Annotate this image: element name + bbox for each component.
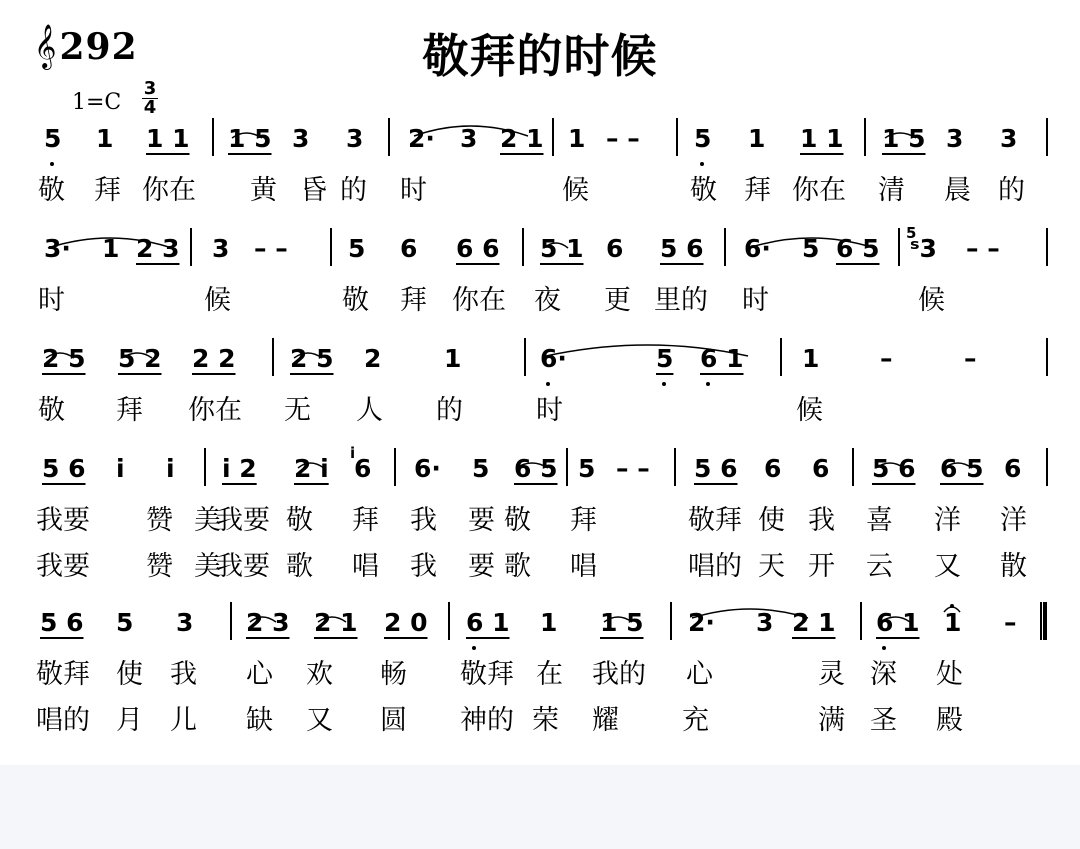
lyric-1-8: 候 xyxy=(562,175,589,206)
note-3-12: – xyxy=(964,344,977,373)
note-2-1: 3· xyxy=(44,234,71,263)
lyric-4-12: 使 xyxy=(758,505,785,536)
lyric-4-16: 洋 xyxy=(1000,505,1027,536)
lyric-1-13: 晨 xyxy=(944,175,971,206)
final-barline xyxy=(1040,602,1047,640)
lyric-1-10: 拜 xyxy=(744,175,771,206)
barline xyxy=(676,118,678,156)
lyric-5-13: 开 xyxy=(808,551,835,582)
lyric-3-8: 候 xyxy=(796,395,823,426)
lyric-2-7: 更 xyxy=(604,285,631,316)
treble-clef-icon: 𝄞 xyxy=(34,24,58,68)
low-octave-dot xyxy=(546,382,550,386)
note-4-17: 6 xyxy=(1004,454,1022,483)
note-2-9: 5 1 xyxy=(540,234,584,263)
barline xyxy=(780,338,782,376)
note-5-3: 3 xyxy=(176,608,194,637)
lyric-3-4: 无 xyxy=(284,395,311,426)
note-4-14: 6 xyxy=(812,454,830,483)
barline xyxy=(522,228,524,266)
note-1-13: 1 xyxy=(748,124,766,153)
lyric-5-8: 要 xyxy=(468,551,495,582)
lyric-1-3: 你在 xyxy=(142,175,196,206)
note-1-12: 5 xyxy=(694,124,712,153)
note-1-16: 3 xyxy=(946,124,964,153)
note-1-11: – – xyxy=(606,124,640,153)
note-3-7: 6· xyxy=(540,344,567,373)
hymn-number: 𝄞292 xyxy=(34,24,138,68)
lyric-6-6: 畅 xyxy=(380,659,407,690)
lyric-1-14: 的 xyxy=(998,175,1025,206)
lyric-5-4: 我要 xyxy=(216,551,270,582)
lyric-4-14: 喜 xyxy=(866,505,893,536)
lyric-3-3: 你在 xyxy=(188,395,242,426)
note-4-10: 5 xyxy=(578,454,596,483)
note-2-14: 6 5 xyxy=(836,234,880,263)
note-2-8: 6 6 xyxy=(456,234,500,263)
lyric-5-9: 歌 xyxy=(504,551,531,582)
lyric-7-7: 神的 xyxy=(460,705,514,736)
lyric-3-5: 人 xyxy=(356,395,383,426)
lyric-5-1: 我要 xyxy=(36,551,90,582)
barline xyxy=(852,448,854,486)
note-4-6: 6 xyxy=(354,454,372,483)
note-3-2: 5 2 xyxy=(118,344,162,373)
low-octave-dot xyxy=(882,646,886,650)
note-5-15: – xyxy=(1004,608,1017,637)
barline xyxy=(524,338,526,376)
lyric-5-10: 唱 xyxy=(570,551,597,582)
lyric-4-4: 我要 xyxy=(216,505,270,536)
lyric-4-15: 洋 xyxy=(934,505,961,536)
note-1-17: 3 xyxy=(1000,124,1018,153)
lyric-2-1: 时 xyxy=(38,285,65,316)
grace-note: 5 xyxy=(906,224,917,242)
lyric-5-11: 唱的 xyxy=(688,551,742,582)
note-1-6: 3 xyxy=(346,124,364,153)
lyric-6-4: 心 xyxy=(246,659,273,690)
lyric-4-13: 我 xyxy=(808,505,835,536)
note-2-15: ˢ3 xyxy=(910,234,937,263)
note-4-15: 5 6 xyxy=(872,454,916,483)
barline xyxy=(212,118,214,156)
note-4-9: 6 5 xyxy=(514,454,558,483)
lyric-1-4: 黄 xyxy=(250,175,277,206)
barline xyxy=(1046,448,1048,486)
lyric-4-1: 我要 xyxy=(36,505,90,536)
lyric-4-10: 拜 xyxy=(570,505,597,536)
lyric-7-10: 充 xyxy=(682,705,709,736)
lyric-6-11: 灵 xyxy=(818,659,845,690)
lyric-1-6: 的 xyxy=(340,175,367,206)
lyric-7-5: 又 xyxy=(306,705,333,736)
lyric-6-3: 我 xyxy=(170,659,197,690)
lyric-1-7: 时 xyxy=(400,175,427,206)
barline xyxy=(1046,338,1048,376)
barline xyxy=(190,228,192,266)
barline xyxy=(670,602,672,640)
lyric-4-5: 敬 xyxy=(286,505,313,536)
lyric-6-13: 处 xyxy=(936,659,963,690)
note-5-12: 2 1 xyxy=(792,608,836,637)
low-octave-dot xyxy=(662,382,666,386)
note-5-1: 5 6 xyxy=(40,608,84,637)
time-signature: 3 4 xyxy=(143,78,157,118)
note-4-3: i xyxy=(166,454,175,483)
barline xyxy=(230,602,232,640)
note-2-4: 3 xyxy=(212,234,230,263)
note-4-13: 6 xyxy=(764,454,782,483)
note-4-1: 5 6 xyxy=(42,454,86,483)
note-3-8: 5 xyxy=(656,344,674,373)
lyric-5-16: 散 xyxy=(1000,551,1027,582)
lyric-2-9: 时 xyxy=(742,285,769,316)
lyric-5-2: 赞 xyxy=(146,551,173,582)
low-octave-dot xyxy=(50,162,54,166)
lyric-7-8: 荣 xyxy=(532,705,559,736)
barline xyxy=(394,448,396,486)
lyric-5-5: 歌 xyxy=(286,551,313,582)
note-1-8: 3 xyxy=(460,124,478,153)
note-2-7: 6 xyxy=(400,234,418,263)
lyric-5-12: 天 xyxy=(758,551,785,582)
note-4-11: – – xyxy=(616,454,650,483)
lyric-6-5: 欢 xyxy=(306,659,333,690)
note-1-2: 1 xyxy=(96,124,114,153)
note-4-8: 5 xyxy=(472,454,490,483)
lyric-5-3: 美 xyxy=(194,551,221,582)
lyric-1-9: 敬 xyxy=(690,175,717,206)
note-1-5: 3 xyxy=(292,124,310,153)
barline xyxy=(272,338,274,376)
lyric-6-7: 敬拜 xyxy=(460,659,514,690)
lyric-4-3: 美 xyxy=(194,505,221,536)
lyric-1-2: 拜 xyxy=(94,175,121,206)
note-2-13: 5 xyxy=(802,234,820,263)
note-5-5: 2 1 xyxy=(314,608,358,637)
lyric-7-13: 殿 xyxy=(936,705,963,736)
note-1-3: 1 1 xyxy=(146,124,190,153)
key-signature: 1=C xyxy=(72,90,122,115)
barline xyxy=(1046,228,1048,266)
lyric-2-5: 你在 xyxy=(452,285,506,316)
lyric-1-11: 你在 xyxy=(792,175,846,206)
note-4-5: 2 i xyxy=(294,454,329,483)
note-5-8: 1 xyxy=(540,608,558,637)
note-1-9: 2 1 xyxy=(500,124,544,153)
fermata-icon xyxy=(950,604,954,608)
lyric-3-1: 敬 xyxy=(38,395,65,426)
lyric-4-2: 赞 xyxy=(146,505,173,536)
barline xyxy=(864,118,866,156)
lyric-4-8: 要 xyxy=(468,505,495,536)
lyric-1-5: 昏 xyxy=(300,175,327,206)
lyric-5-14: 云 xyxy=(866,551,893,582)
note-2-10: 6 xyxy=(606,234,624,263)
barline xyxy=(898,228,900,266)
low-octave-dot xyxy=(706,382,710,386)
lyric-7-2: 月 xyxy=(116,705,143,736)
note-5-6: 2 0 xyxy=(384,608,428,637)
lyric-7-6: 圆 xyxy=(380,705,407,736)
note-4-7: 6· xyxy=(414,454,441,483)
note-5-10: 2· xyxy=(688,608,715,637)
barline xyxy=(552,118,554,156)
lyric-2-10: 候 xyxy=(918,285,945,316)
lyric-2-4: 拜 xyxy=(400,285,427,316)
lyric-4-6: 拜 xyxy=(352,505,379,536)
note-2-11: 5 6 xyxy=(660,234,704,263)
note-2-12: 6· xyxy=(744,234,771,263)
lyric-2-6: 夜 xyxy=(534,285,561,316)
note-1-10: 1 xyxy=(568,124,586,153)
barline xyxy=(330,228,332,266)
lyric-7-1: 唱的 xyxy=(36,705,90,736)
lyric-6-12: 深 xyxy=(870,659,897,690)
note-3-6: 1 xyxy=(444,344,462,373)
lyric-6-2: 使 xyxy=(116,659,143,690)
lyric-2-2: 候 xyxy=(204,285,231,316)
barline xyxy=(388,118,390,156)
note-3-3: 2 2 xyxy=(192,344,236,373)
note-5-14: 1 xyxy=(944,608,962,637)
lyric-3-2: 拜 xyxy=(116,395,143,426)
note-3-11: – xyxy=(880,344,893,373)
note-1-15: 1 5 xyxy=(882,124,926,153)
lyric-2-8: 里的 xyxy=(654,285,708,316)
barline xyxy=(566,448,568,486)
note-2-6: 5 xyxy=(348,234,366,263)
note-5-2: 5 xyxy=(116,608,134,637)
lyric-2-3: 敬 xyxy=(342,285,369,316)
note-3-10: 1 xyxy=(802,344,820,373)
lyric-1-12: 清 xyxy=(878,175,905,206)
note-3-4: 2 5 xyxy=(290,344,334,373)
barline xyxy=(674,448,676,486)
note-3-1: 2 5 xyxy=(42,344,86,373)
low-octave-dot xyxy=(472,646,476,650)
low-octave-dot xyxy=(700,162,704,166)
lyric-5-7: 我 xyxy=(410,551,437,582)
lyric-7-4: 缺 xyxy=(246,705,273,736)
lyric-7-9: 耀 xyxy=(592,705,619,736)
note-5-7: 6 1 xyxy=(466,608,510,637)
note-3-5: 2 xyxy=(364,344,382,373)
note-3-9: 6 1 xyxy=(700,344,744,373)
lyric-5-15: 又 xyxy=(934,551,961,582)
note-2-3: 2 3 xyxy=(136,234,180,263)
lyric-4-7: 我 xyxy=(410,505,437,536)
lyric-7-12: 圣 xyxy=(870,705,897,736)
note-4-12: 5 6 xyxy=(694,454,738,483)
lyric-4-11: 敬拜 xyxy=(688,505,742,536)
note-4-4: i 2 xyxy=(222,454,257,483)
note-1-1: 5 xyxy=(44,124,62,153)
note-5-4: 2 3 xyxy=(246,608,290,637)
page-title: 敬拜的时候 xyxy=(422,29,658,83)
lyric-3-6: 的 xyxy=(436,395,463,426)
barline xyxy=(204,448,206,486)
lyric-3-7: 时 xyxy=(536,395,563,426)
lyric-6-9: 我的 xyxy=(592,659,646,690)
note-4-16: 6 5 xyxy=(940,454,984,483)
note-2-16: – – xyxy=(966,234,1000,263)
lyric-5-6: 唱 xyxy=(352,551,379,582)
footer-panel xyxy=(0,765,1080,849)
lyric-6-8: 在 xyxy=(536,659,563,690)
note-1-7: 2· xyxy=(408,124,435,153)
lyric-6-1: 敬拜 xyxy=(36,659,90,690)
note-1-14: 1 1 xyxy=(800,124,844,153)
grace-note: i xyxy=(350,444,356,462)
lyric-6-10: 心 xyxy=(686,659,713,690)
barline xyxy=(448,602,450,640)
lyric-1-1: 敬 xyxy=(38,175,65,206)
lyric-7-3: 儿 xyxy=(170,705,197,736)
lyric-7-11: 满 xyxy=(818,705,845,736)
note-2-2: 1 xyxy=(102,234,120,263)
barline xyxy=(1046,118,1048,156)
note-5-13: 6 1 xyxy=(876,608,920,637)
note-1-4: 1 5 xyxy=(228,124,272,153)
note-2-5: – – xyxy=(254,234,288,263)
barline xyxy=(724,228,726,266)
note-5-11: 3 xyxy=(756,608,774,637)
lyric-4-9: 敬 xyxy=(504,505,531,536)
note-4-2: i xyxy=(116,454,125,483)
barline xyxy=(860,602,862,640)
note-5-9: 1 5 xyxy=(600,608,644,637)
